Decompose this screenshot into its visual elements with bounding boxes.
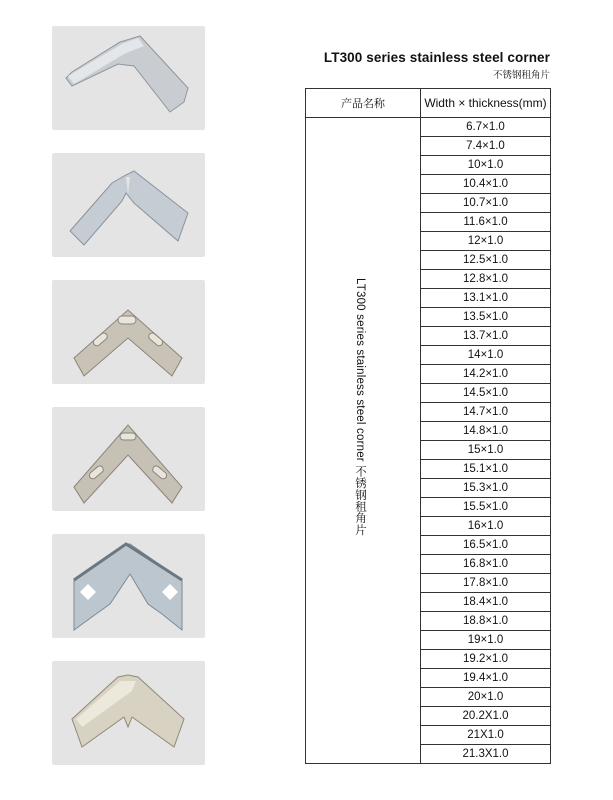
size-cell: 18.8×1.0 <box>421 612 551 631</box>
size-cell: 19.2×1.0 <box>421 650 551 669</box>
size-cell: 6.7×1.0 <box>421 118 551 137</box>
size-cell: 7.4×1.0 <box>421 137 551 156</box>
size-cell: 16.8×1.0 <box>421 555 551 574</box>
size-cell: 20×1.0 <box>421 688 551 707</box>
col-header-product-name: 产品名称 <box>306 89 421 118</box>
size-cell: 10×1.0 <box>421 156 551 175</box>
size-cell: 14.5×1.0 <box>421 384 551 403</box>
size-cell: 17.8×1.0 <box>421 574 551 593</box>
product-photo-5 <box>52 534 205 638</box>
size-cell: 15.5×1.0 <box>421 498 551 517</box>
size-cell: 14×1.0 <box>421 346 551 365</box>
product-photo-3 <box>52 280 205 384</box>
size-cell: 12.8×1.0 <box>421 270 551 289</box>
product-photo-6 <box>52 661 205 765</box>
size-cell: 21X1.0 <box>421 726 551 745</box>
spec-table <box>305 88 551 764</box>
size-cell: 20.2X1.0 <box>421 707 551 726</box>
size-cell: 14.8×1.0 <box>421 422 551 441</box>
product-photo-2 <box>52 153 205 257</box>
size-cell: 14.7×1.0 <box>421 403 551 422</box>
size-cell: 15.1×1.0 <box>421 460 551 479</box>
table-header-row <box>306 89 551 118</box>
size-cell: 19.4×1.0 <box>421 669 551 688</box>
size-cell: 15.3×1.0 <box>421 479 551 498</box>
size-cell: 21.3X1.0 <box>421 745 551 764</box>
size-cell: 13.1×1.0 <box>421 289 551 308</box>
product-photo-4 <box>52 407 205 511</box>
product-photo-1 <box>52 26 205 130</box>
size-cell: 12.5×1.0 <box>421 251 551 270</box>
size-cell: 10.7×1.0 <box>421 194 551 213</box>
size-cell: 16×1.0 <box>421 517 551 536</box>
table-row <box>306 118 551 137</box>
size-cell: 15×1.0 <box>421 441 551 460</box>
product-name-vertical: LT300 series stainless steel corner 不锈钢租角片 <box>354 278 366 536</box>
size-cell: 11.6×1.0 <box>421 213 551 232</box>
size-cell: 12×1.0 <box>421 232 551 251</box>
page-subtitle: 不锈钢租角片 <box>492 70 550 81</box>
col-header-dimensions: Width × thickness(mm) <box>421 89 551 118</box>
page-title: LT300 series stainless steel corner <box>323 50 550 65</box>
size-cell: 14.2×1.0 <box>421 365 551 384</box>
size-cell: 18.4×1.0 <box>421 593 551 612</box>
size-cell: 19×1.0 <box>421 631 551 650</box>
size-cell: 13.5×1.0 <box>421 308 551 327</box>
size-cell: 16.5×1.0 <box>421 536 551 555</box>
product-name-cell <box>306 118 421 764</box>
size-cell: 13.7×1.0 <box>421 327 551 346</box>
size-cell: 10.4×1.0 <box>421 175 551 194</box>
